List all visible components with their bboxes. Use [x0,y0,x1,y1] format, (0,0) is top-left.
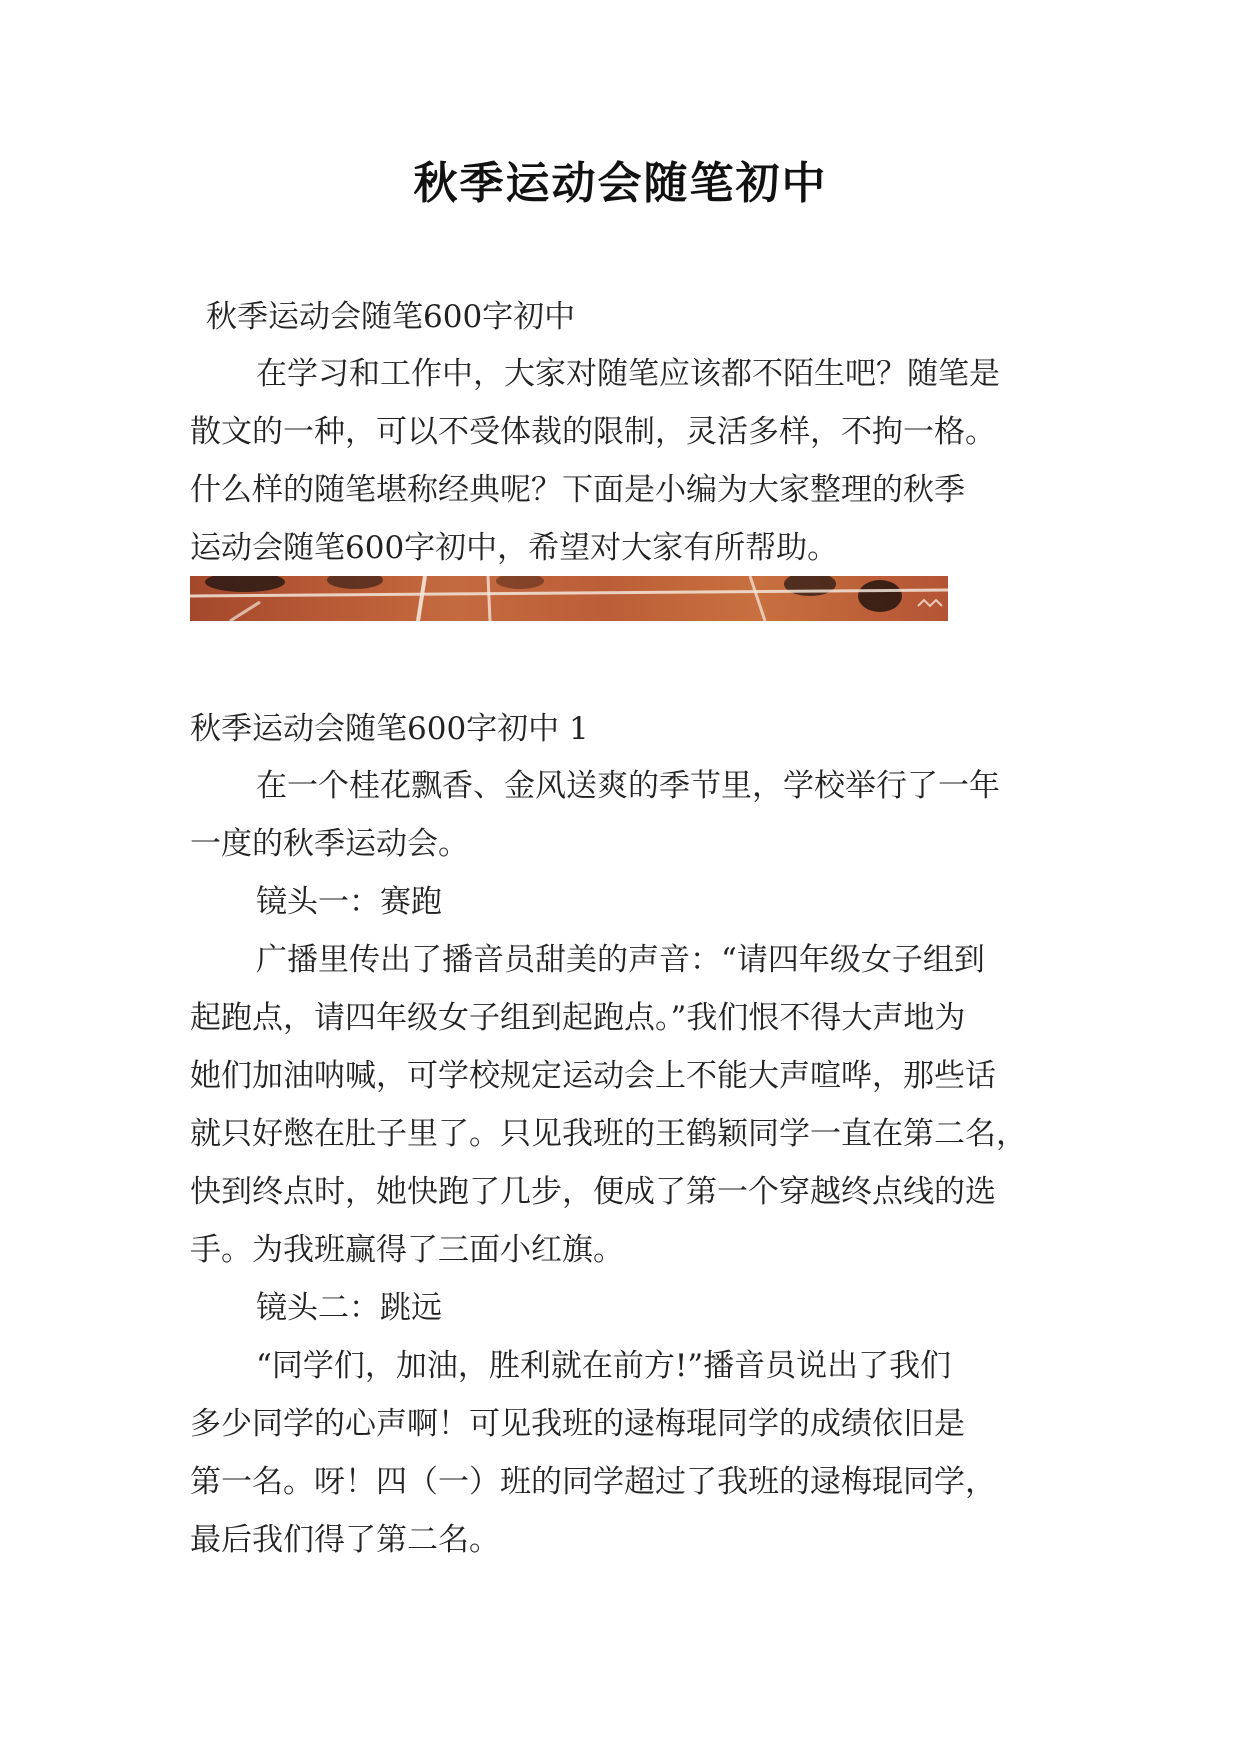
body-line: 多少同学的心声啊！可见我班的逯梅琨同学的成绩依旧是 [190,1406,965,1442]
body-line: 一度的秋季运动会。 [190,826,469,862]
intro-line: 散文的一种，可以不受体裁的限制，灵活多样，不拘一格。 [190,414,996,450]
intro-line: 运动会随笔600字初中，希望对大家有所帮助。 [190,530,839,566]
body-line: 手。为我班赢得了三面小红旗。 [190,1232,624,1268]
body-subheading: 镜头一：赛跑 [256,884,442,920]
body-line: 快到终点时，她快跑了几步，便成了第一个穿越终点线的选 [190,1174,996,1210]
body-line: 最后我们得了第二名。 [190,1522,500,1558]
article-subtitle: 秋季运动会随笔600字初中 [206,299,576,335]
body-line: 第一名。呀！四（一）班的同学超过了我班的逯梅琨同学， [190,1464,996,1500]
document-title: 秋季运动会随笔初中 [413,158,828,209]
section-heading: 秋季运动会随笔600字初中 1 [190,711,589,747]
running-track-image [190,576,948,621]
body-line: 在一个桂花飘香、金风送爽的季节里，学校举行了一年 [256,768,1000,804]
intro-line: 在学习和工作中，大家对随笔应该都不陌生吧？随笔是 [256,356,1000,392]
body-line: 她们加油呐喊，可学校规定运动会上不能大声喧哗，那些话 [190,1058,996,1094]
body-line: 就只好憋在肚子里了。只见我班的王鹤颖同学一直在第二名， [190,1116,1027,1152]
running-track-photo [190,576,948,621]
intro-line: 什么样的随笔堪称经典呢？下面是小编为大家整理的秋季 [190,472,965,508]
body-line: “同学们，加油，胜利就在前方!”播音员说出了我们 [256,1348,952,1384]
body-line: 起跑点，请四年级女子组到起跑点。”我们恨不得大声地为 [190,1000,966,1036]
body-subheading: 镜头二：跳远 [256,1290,442,1326]
body-line: 广播里传出了播音员甜美的声音：“请四年级女子组到 [256,942,985,978]
